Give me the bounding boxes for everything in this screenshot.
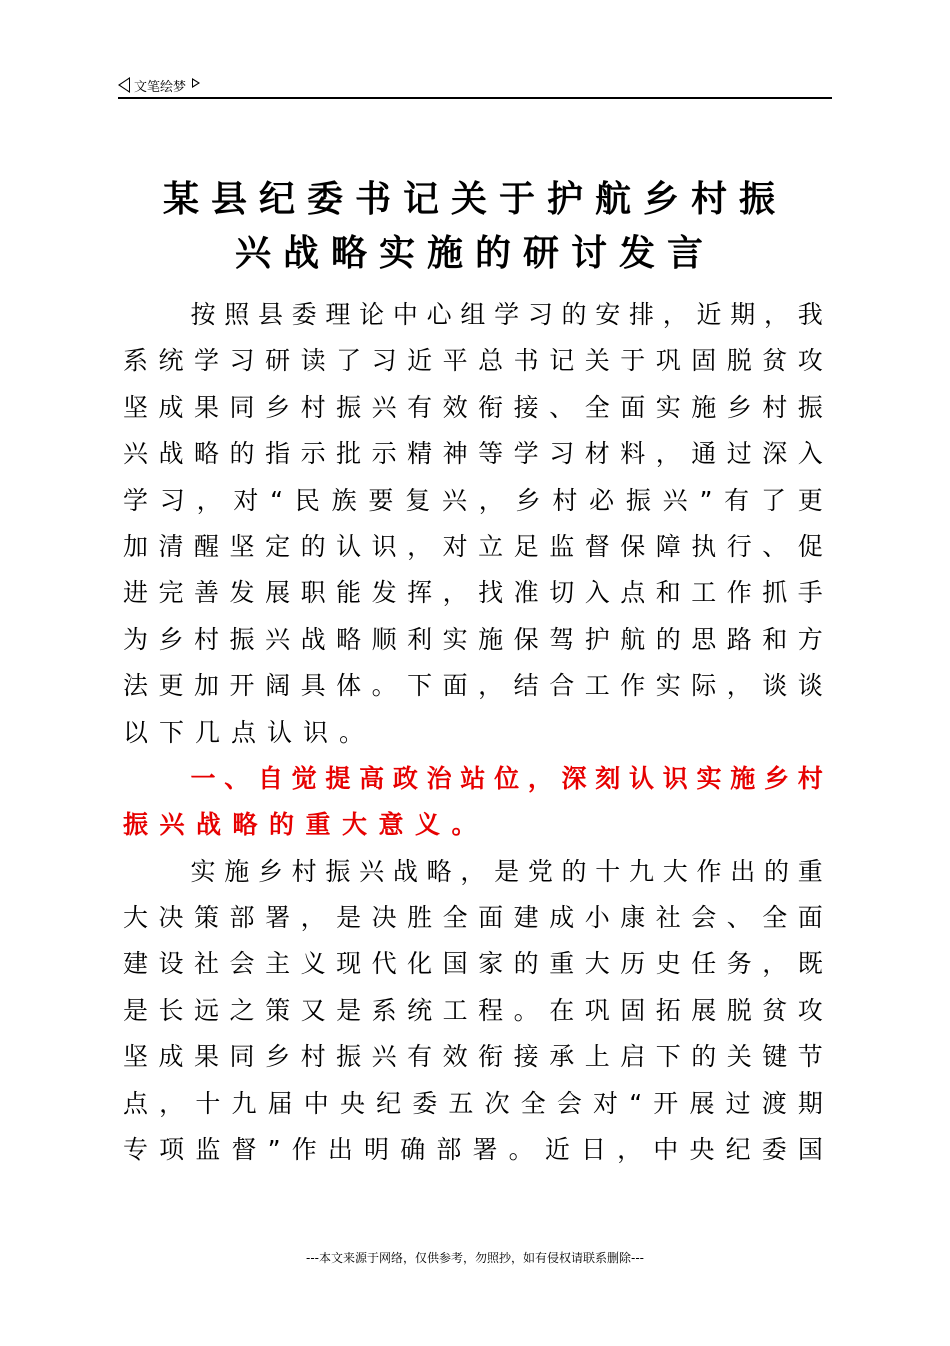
paragraph-line: 是 长 远 之 策 又 是 系 统 工 程 。 在 巩 固 拓 展 脱 贫 攻	[123, 995, 823, 1025]
header-brand: 文笔绘梦	[134, 79, 187, 95]
title-line: 某县纪委书记关于护航乡村振	[162, 178, 787, 220]
paragraph-line: 加 清 醒 坚 定 的 认 识 ， 对 立 足 监 督 保 障 执 行 、 促	[123, 531, 823, 561]
paragraph-line: 大 决 策 部 署 ， 是 决 胜 全 面 建 成 小 康 社 会 、 全 面	[123, 903, 823, 933]
document-body	[123, 292, 823, 1173]
paragraph-line: 点 ， 十 九 届 中 央 纪 委 五 次 全 会 对 “ 开 展 过 渡 期	[123, 1088, 823, 1118]
title-line: 兴战略实施的研讨发言	[234, 232, 715, 274]
section-heading-line: 振兴战略的重大意义。	[123, 810, 489, 840]
paragraph-line: 兴 战 略 的 指 示 批 示 精 神 等 学 习 材 料 ， 通 过 深 入	[123, 439, 823, 469]
paragraph-line: 专 项 监 督 ” 作 出 明 确 部 署 。 近 日 ， 中 央 纪 委 国	[123, 1135, 823, 1165]
paragraph-line: 系 统 学 习 研 读 了 习 近 平 总 书 记 关 于 巩 固 脱 贫 攻	[123, 346, 823, 376]
page-header	[118, 74, 200, 96]
paragraph-line: 法 更 加 开 阔 具 体 。 下 面 ， 结 合 工 作 实 际 ， 谈 谈	[123, 671, 823, 701]
paragraph-line: 以下几点认识。	[123, 717, 376, 747]
paragraph-line: 坚 成 果 同 乡 村 振 兴 有 效 衔 接 、 全 面 实 施 乡 村 振	[123, 392, 823, 422]
section-heading-line: 一 、 自 觉 提 高 政 治 站 位 ， 深 刻 认 识 实 施 乡 村	[190, 763, 823, 793]
triangle-left-icon	[118, 77, 130, 93]
document-title	[118, 172, 832, 280]
paragraph-line: 学 习 ， 对 “ 民 族 要 复 兴 ， 乡 村 必 振 兴 ” 有 了 更	[123, 485, 823, 515]
paragraph-line: 进 完 善 发 展 职 能 发 挥 ， 找 准 切 入 点 和 工 作 抓 手	[123, 578, 823, 608]
paragraph-line: 实 施 乡 村 振 兴 战 略 ， 是 党 的 十 九 大 作 出 的 重	[190, 856, 823, 886]
paragraph-line: 建 设 社 会 主 义 现 代 化 国 家 的 重 大 历 史 任 务 ， 既	[123, 949, 823, 979]
triangle-right-icon	[192, 78, 200, 88]
footer-disclaimer: ---本文来源于网络，仅供参考，勿照抄，如有侵权请联系删除---	[306, 1251, 644, 1265]
paragraph-line: 为 乡 村 振 兴 战 略 顺 利 实 施 保 驾 护 航 的 思 路 和 方	[123, 624, 823, 654]
paragraph-line: 坚 成 果 同 乡 村 振 兴 有 效 衔 接 承 上 启 下 的 关 键 节	[123, 1042, 823, 1072]
paragraph-line: 按 照 县 委 理 论 中 心 组 学 习 的 安 排 ， 近 期 ， 我	[190, 300, 823, 329]
header-divider	[118, 97, 832, 99]
